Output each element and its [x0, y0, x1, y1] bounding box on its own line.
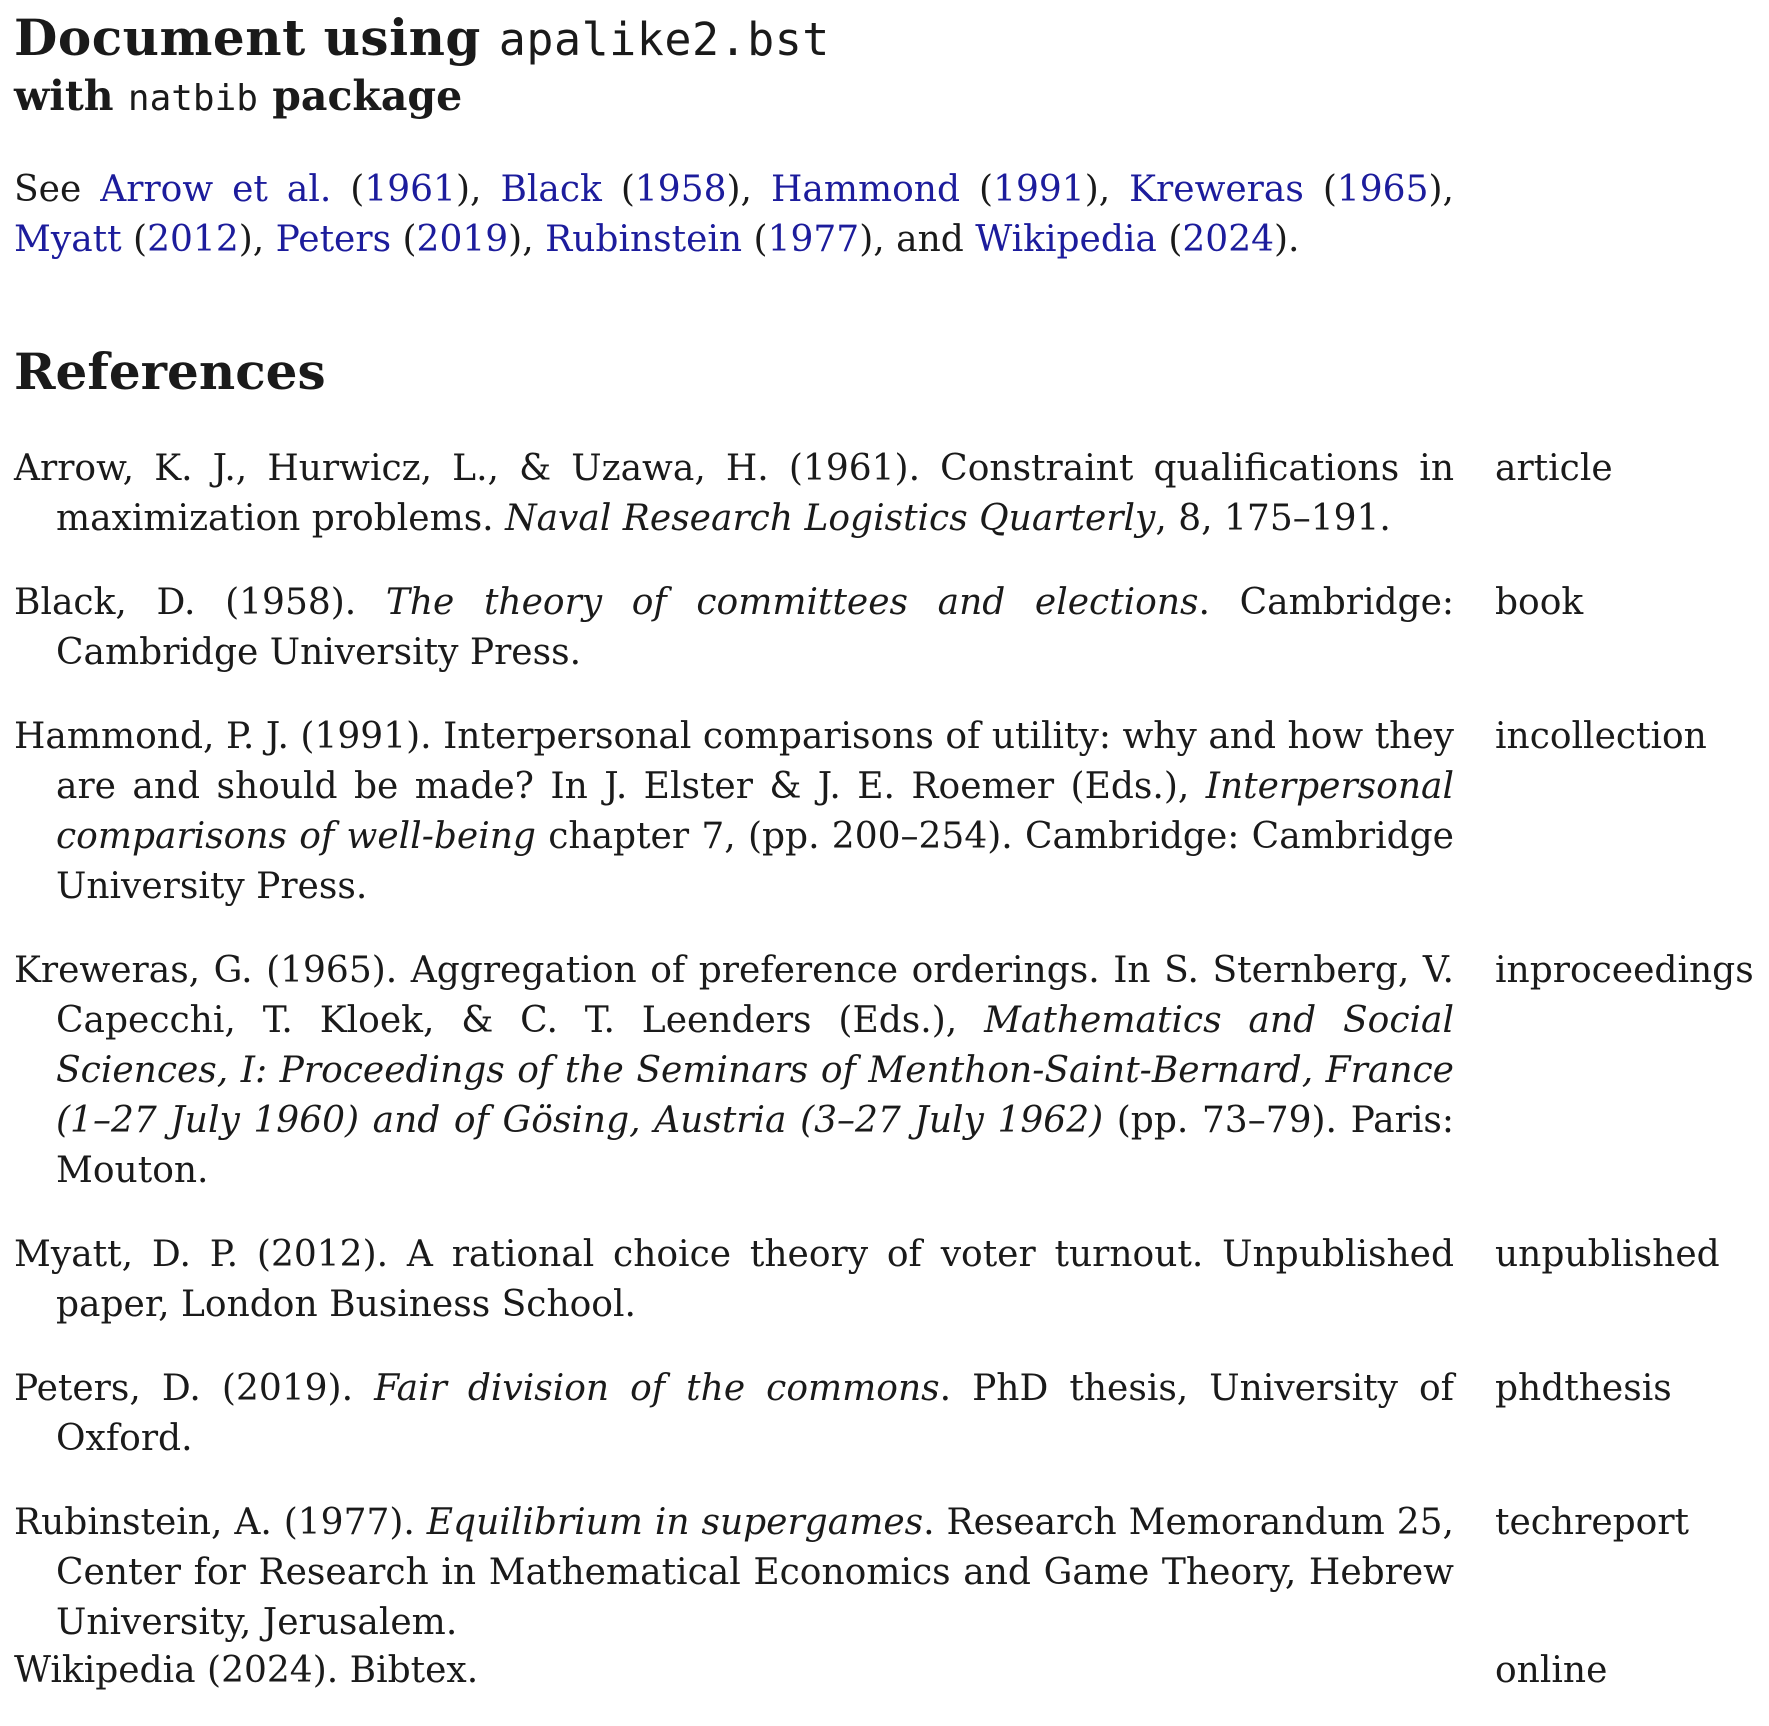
citation-link-kreweras[interactable]: Kreweras: [1129, 169, 1304, 210]
reference-entry-arrow: [14, 444, 1454, 544]
reference-text: Black, D. (1958).: [14, 582, 386, 623]
reference-entry-myatt: [14, 1230, 1454, 1330]
reference-text: Wikipedia (2024). Bibtex.: [14, 1650, 479, 1691]
subtitle-post: package: [257, 72, 463, 120]
citation-sep: ), and: [859, 219, 976, 260]
citation-sep: ),: [1428, 169, 1454, 210]
reference-italic-title: Naval Research Logistics Quarterly: [505, 498, 1156, 539]
subtitle-pre: with: [14, 72, 128, 120]
subtitle-package-name: natbib: [127, 78, 258, 119]
reference-entry-hammond: [14, 712, 1454, 912]
reference-text: Myatt, D. P. (2012). A rational choice theory of voter turnout. Unpublished paper, London Business School.: [14, 1234, 1454, 1325]
reference-type-label: article: [1495, 448, 1613, 489]
citation-year-link-hammond[interactable]: 1991: [993, 169, 1085, 210]
reference-entry-wikipedia: [14, 1646, 1454, 1696]
reference-italic-title: Equilibrium in supergames: [426, 1502, 924, 1543]
citation-link-black[interactable]: Black: [500, 169, 602, 210]
citation-paren: (: [601, 169, 635, 210]
citation-paren: (: [960, 169, 994, 210]
citation-sep: ),: [455, 169, 501, 210]
reference-italic-title: Interpersonal comparisons of well-being: [56, 766, 1454, 857]
citation-sep: ).: [1274, 219, 1300, 260]
reference-type-label: phdthesis: [1495, 1368, 1672, 1409]
citation-paren: (: [391, 219, 417, 260]
citation-year-link-kreweras[interactable]: 1965: [1336, 169, 1429, 210]
title-text: Document using: [14, 8, 499, 67]
citation-link-myatt[interactable]: Myatt: [14, 219, 122, 260]
citation-year-link-wikipedia[interactable]: 2024: [1182, 219, 1275, 260]
citation-link-hammond[interactable]: Hammond: [770, 169, 961, 210]
citation-year-link-myatt[interactable]: 2012: [147, 219, 239, 260]
reference-entry-rubinstein: [14, 1498, 1454, 1648]
reference-text-tail: chapter 7, (pp. 200–254). Cambridge: Cambridge University Press.: [56, 816, 1454, 907]
reference-type-label: techreport: [1495, 1502, 1690, 1543]
reference-text: Arrow, K. J., Hurwicz, L., & Uzawa, H. (1961). Constraint qualifications in maximization problems.: [14, 448, 1454, 539]
citation-paren: (: [1156, 219, 1183, 260]
page-subtitle: [14, 70, 462, 125]
reference-type-label: unpublished: [1495, 1234, 1720, 1275]
reference-text: Peters, D. (2019).: [14, 1368, 375, 1409]
citation-paren: (: [1303, 169, 1337, 210]
reference-text: Rubinstein, A. (1977).: [14, 1502, 427, 1543]
citation-link-wikipedia[interactable]: Wikipedia: [975, 219, 1157, 260]
citation-paren: (: [121, 219, 148, 260]
reference-text: Hammond, P. J. (1991). Interpersonal comparisons of utility: why and how they are and should be made? In J. Elster & J. E. Roemer (Eds.),: [14, 716, 1454, 807]
reference-italic-title: The theory of committees and elections: [385, 582, 1199, 623]
reference-type-label: book: [1495, 582, 1584, 623]
citation-paren: (: [742, 219, 768, 260]
citation-paren: (: [331, 169, 365, 210]
intro-paragraph: [14, 165, 1454, 265]
reference-italic-title: Fair division of the commons: [374, 1368, 940, 1409]
reference-italic-title: Mathematics and Social Sciences, I: Proceedings of the Seminars of Menthon-Saint-Bernard, France (1–27 July 1960) and of Gösing, Austria (3–27 July 1962): [56, 1000, 1454, 1141]
citation-sep: ),: [508, 219, 546, 260]
citation-sep: ),: [238, 219, 276, 260]
title-bst-filename: apalike2.bst: [498, 13, 830, 66]
citation-sep: ),: [726, 169, 771, 210]
citation-year-link-arrow[interactable]: 1961: [364, 169, 456, 210]
reference-text-tail: (pp. 73–79). Paris: Mouton.: [56, 1100, 1454, 1191]
reference-type-label: online: [1495, 1650, 1608, 1691]
citation-link-arrow[interactable]: Arrow et al.: [100, 169, 332, 210]
reference-type-label: incollection: [1495, 716, 1707, 757]
reference-text: Kreweras, G. (1965). Aggregation of preference orderings. In S. Sternberg, V. Capecchi, T. Kloek, & C. T. Leenders (Eds.),: [14, 950, 1454, 1041]
citation-link-peters[interactable]: Peters: [275, 219, 392, 260]
intro-lead: See: [14, 169, 101, 210]
citation-link-rubinstein[interactable]: Rubinstein: [545, 219, 743, 260]
citation-year-link-peters[interactable]: 2019: [416, 219, 509, 260]
reference-text-tail: . PhD thesis, University of Oxford.: [56, 1368, 1455, 1459]
page-title: [14, 8, 830, 70]
reference-text-tail: . Cambridge: Cambridge University Press.: [56, 582, 1455, 673]
reference-entry-kreweras: [14, 946, 1454, 1196]
citation-year-link-rubinstein[interactable]: 1977: [767, 219, 860, 260]
reference-text-tail: , 8, 175–191.: [1155, 498, 1391, 539]
reference-text-tail: . Research Memorandum 25, Center for Research in Mathematical Economics and Game Theory, Hebrew University, Jerusalem.: [56, 1502, 1454, 1643]
citation-sep: ),: [1084, 169, 1130, 210]
references-heading: References: [14, 342, 326, 401]
citation-year-link-black[interactable]: 1958: [634, 169, 727, 210]
reference-entry-peters: [14, 1364, 1454, 1464]
reference-type-label: inproceedings: [1495, 950, 1754, 991]
reference-entry-black: [14, 578, 1454, 678]
